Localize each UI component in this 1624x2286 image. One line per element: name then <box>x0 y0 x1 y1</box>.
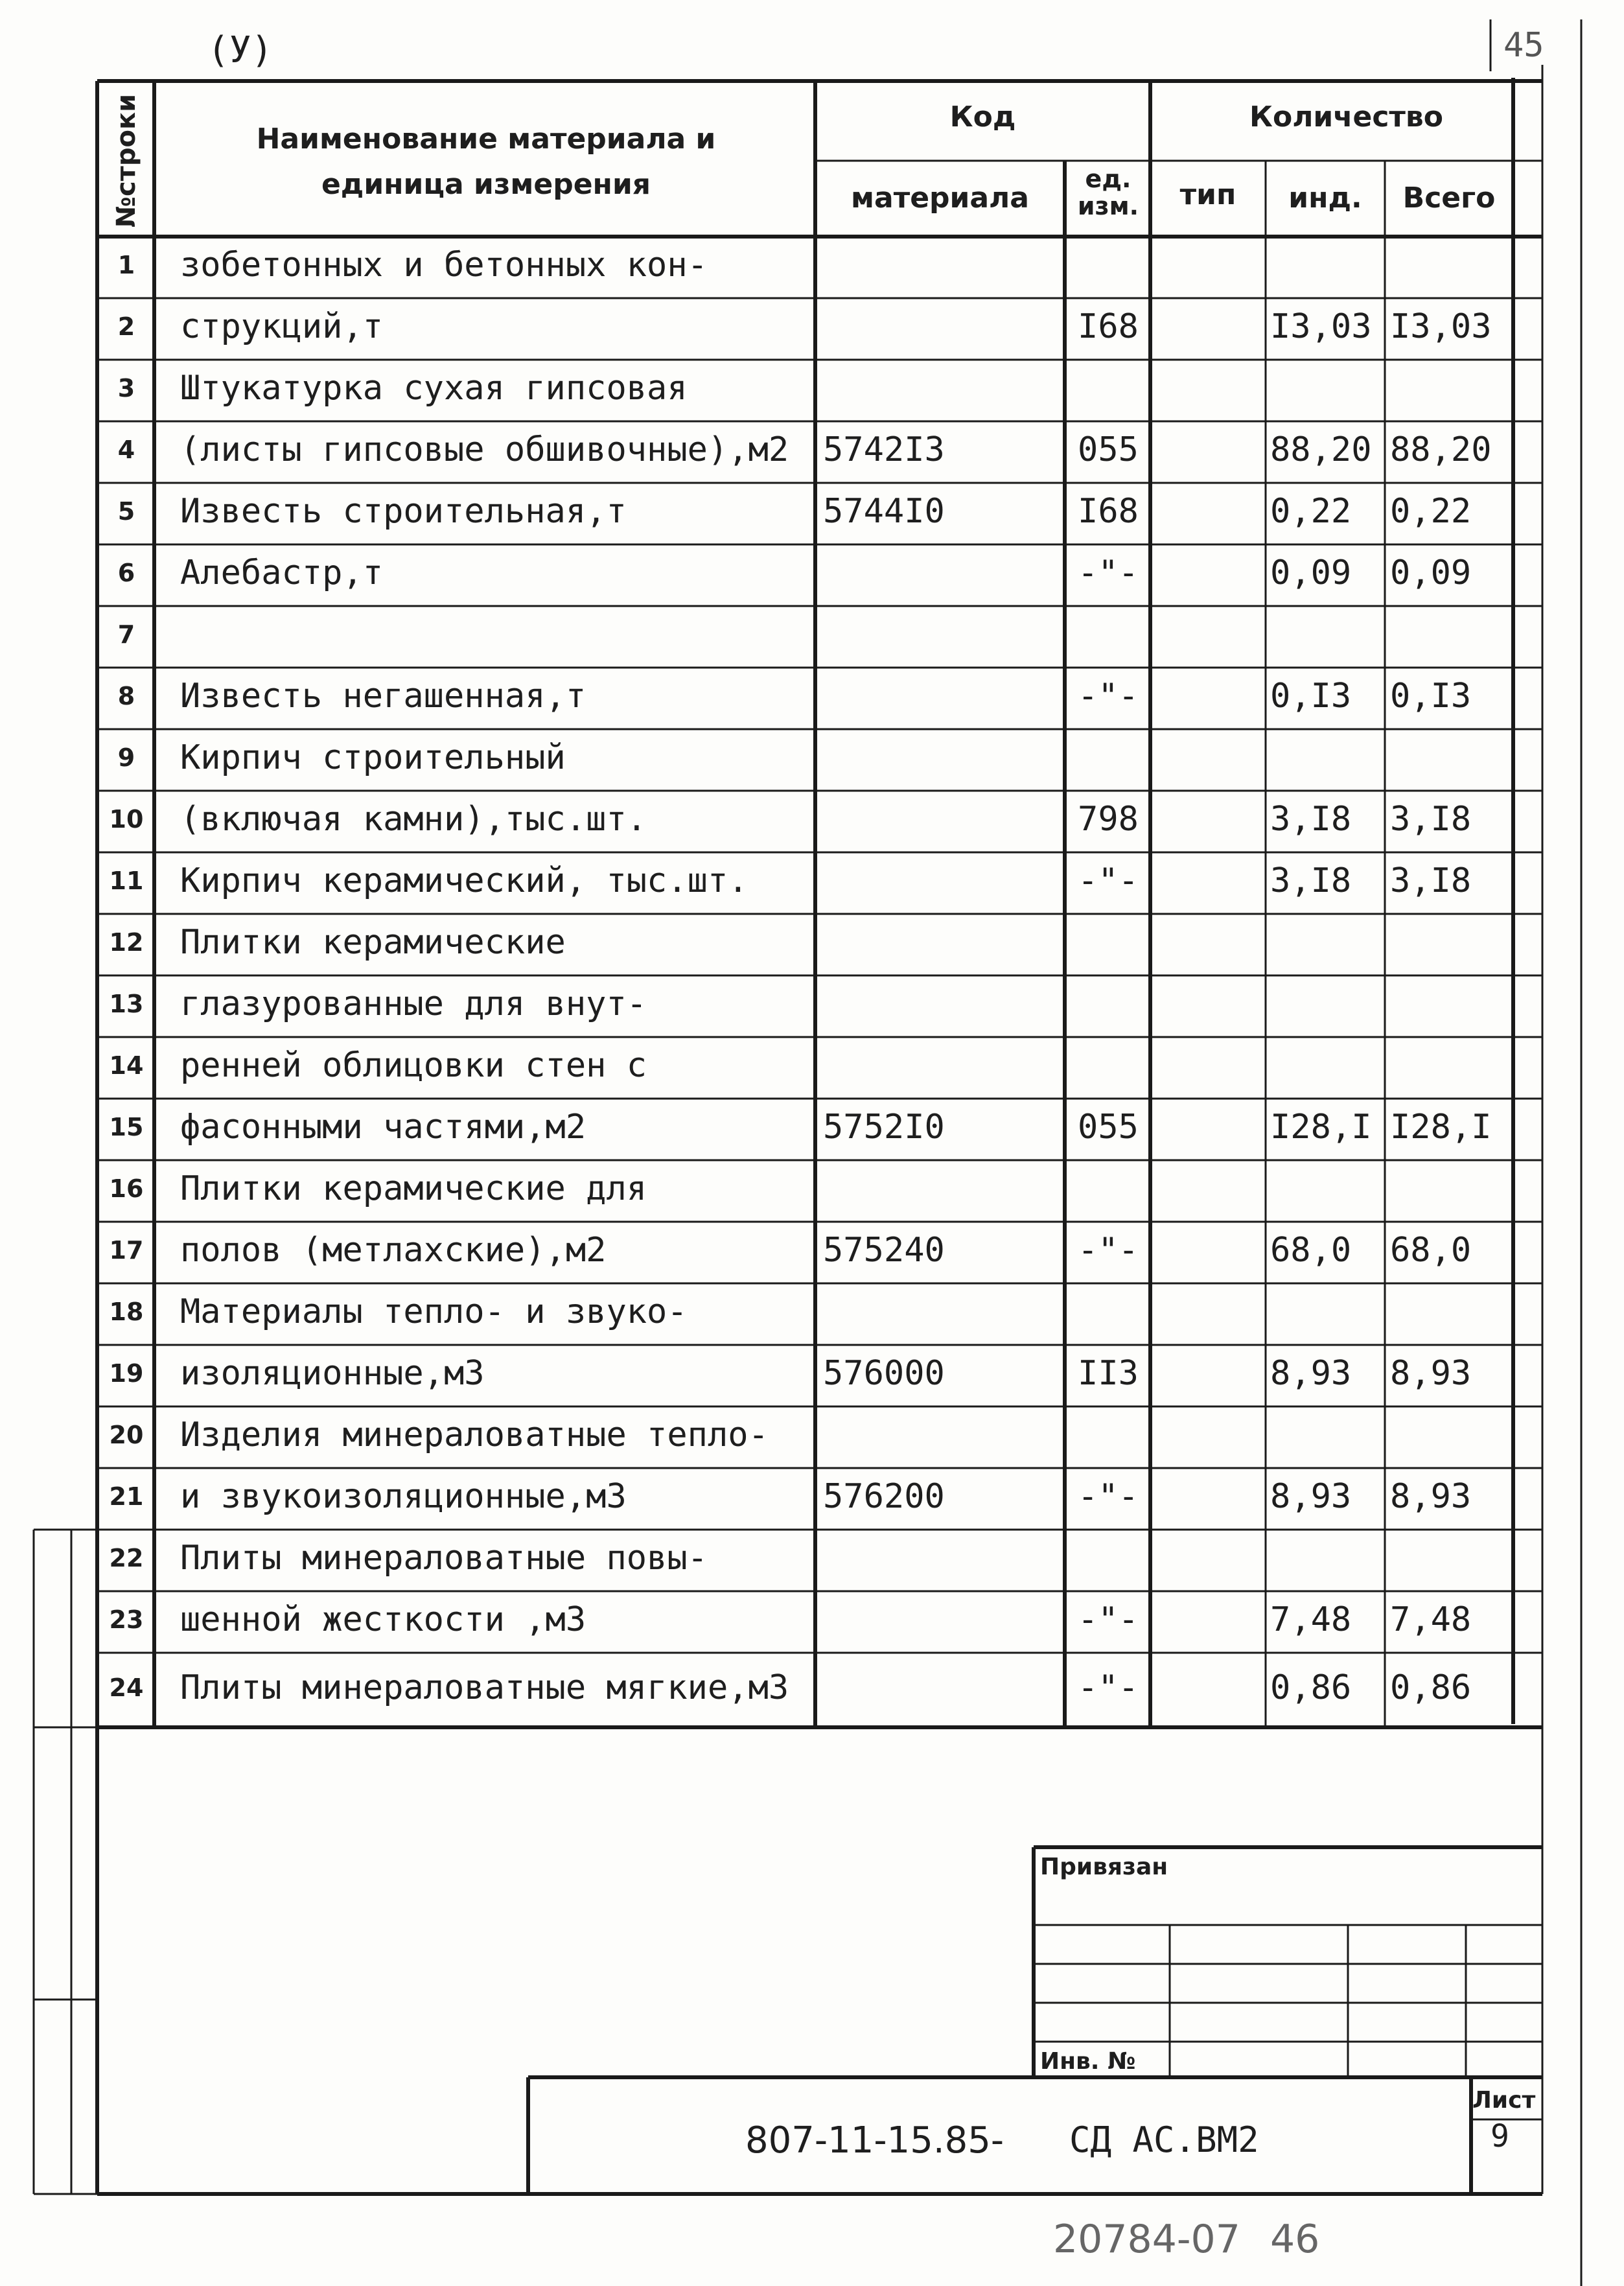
stamp-doc-code: 807-11-15.85- <box>745 2119 1004 2162</box>
table-row <box>0 852 1624 914</box>
row-total: 88,20 <box>1390 430 1492 469</box>
stamp-attached: Привязан <box>1040 1854 1168 1880</box>
row-total: 0,22 <box>1390 492 1472 531</box>
row-number: 7 <box>117 620 135 649</box>
table-row <box>0 1283 1624 1345</box>
row-unit: I68 <box>1078 307 1139 346</box>
table-row <box>0 606 1624 668</box>
row-name: Изделия минераловатные тепло- <box>180 1416 769 1454</box>
row-number: 24 <box>109 1674 144 1702</box>
row-name: Материалы тепло- и звуко- <box>180 1292 688 1331</box>
table-row <box>0 1037 1624 1099</box>
row-total: I28,I <box>1390 1108 1492 1147</box>
table-row <box>0 483 1624 544</box>
row-total: 0,86 <box>1390 1668 1472 1707</box>
row-number: 3 <box>117 374 135 402</box>
row-name: изоляционные,м3 <box>180 1354 485 1393</box>
header-total: Всего <box>1402 181 1496 215</box>
header-ind: инд. <box>1288 181 1362 215</box>
row-number: 4 <box>117 436 135 464</box>
row-number: 15 <box>109 1113 144 1141</box>
row-ind: 0,09 <box>1270 554 1352 592</box>
row-name: Алебастр,т <box>180 554 384 592</box>
row-ind: 0,I3 <box>1270 677 1352 716</box>
row-unit: -"- <box>1078 1600 1139 1639</box>
row-ind: 68,0 <box>1270 1231 1352 1270</box>
row-ind: 88,20 <box>1270 430 1372 469</box>
row-name: Кирпич строительный <box>180 738 566 777</box>
row-name: Известь негашенная,т <box>180 677 586 716</box>
table-row <box>0 914 1624 975</box>
row-material-code: 5744I0 <box>823 492 945 531</box>
row-total: 7,48 <box>1390 1600 1472 1639</box>
row-unit: 055 <box>1078 1108 1139 1147</box>
row-number: 18 <box>109 1298 144 1326</box>
table-row <box>0 791 1624 852</box>
row-unit: -"- <box>1078 1231 1139 1270</box>
row-unit: I68 <box>1078 492 1139 531</box>
row-total: 3,I8 <box>1390 800 1472 839</box>
stamp-sheet-number: 9 <box>1491 2118 1509 2154</box>
bottom-page-number: 46 <box>1270 2217 1320 2262</box>
table-row <box>0 237 1624 298</box>
row-number: 10 <box>109 805 144 834</box>
row-number: 20 <box>109 1421 144 1449</box>
row-ind: 3,I8 <box>1270 800 1352 839</box>
row-ind: 3,I8 <box>1270 861 1352 900</box>
row-total: I3,03 <box>1390 307 1492 346</box>
table-row <box>0 1160 1624 1222</box>
row-number: 13 <box>109 990 144 1018</box>
row-total: 0,I3 <box>1390 677 1472 716</box>
row-number: 12 <box>109 928 144 957</box>
row-number: 9 <box>117 743 135 772</box>
header-type: тип <box>1179 178 1236 211</box>
table-row <box>0 1653 1624 1727</box>
row-material-code: 575240 <box>823 1231 945 1270</box>
table-row <box>0 1530 1624 1591</box>
table-row <box>0 1345 1624 1406</box>
table-row <box>0 360 1624 421</box>
row-name: Плитки керамические для <box>180 1169 647 1208</box>
row-name: (включая камни),тыс.шт. <box>180 800 647 839</box>
row-unit: -"- <box>1078 554 1139 592</box>
row-number: 1 <box>117 251 135 279</box>
row-unit: II3 <box>1078 1354 1139 1393</box>
table-row <box>0 544 1624 606</box>
row-number: 2 <box>117 312 135 341</box>
row-material-code: 576000 <box>823 1354 945 1393</box>
row-total: 8,93 <box>1390 1354 1472 1393</box>
row-number: 19 <box>109 1359 144 1388</box>
row-material-code: 5752I0 <box>823 1108 945 1147</box>
row-unit: 798 <box>1078 800 1139 839</box>
row-ind: I3,03 <box>1270 307 1372 346</box>
row-ind: 8,93 <box>1270 1477 1352 1516</box>
stamp-inv: Инв. № <box>1040 2048 1136 2075</box>
row-name: Штукатурка сухая гипсовая <box>180 369 688 408</box>
bottom-handwritten-number: 20784-07 <box>1053 2217 1240 2262</box>
row-material-code: 5742I3 <box>823 430 945 469</box>
row-name: Плиты минераловатные повы- <box>180 1539 708 1578</box>
row-unit: -"- <box>1078 861 1139 900</box>
row-name: Плиты минераловатные мягкие,м3 <box>180 1668 789 1707</box>
table-row <box>0 1406 1624 1468</box>
row-number: 17 <box>109 1236 144 1265</box>
table-row <box>0 975 1624 1037</box>
row-name: шенной жесткости ,м3 <box>180 1600 586 1639</box>
table-row <box>0 1468 1624 1530</box>
header-name: Наименование материала и единица измерения <box>256 122 716 201</box>
table-row <box>0 1222 1624 1283</box>
row-name: глазурованные для внут- <box>180 985 647 1023</box>
row-number: 11 <box>109 867 144 895</box>
row-material-code: 576200 <box>823 1477 945 1516</box>
row-name: фасонными частями,м2 <box>180 1108 586 1147</box>
row-name: (листы гипсовые обшивочные),м2 <box>180 430 789 469</box>
row-unit: -"- <box>1078 1477 1139 1516</box>
row-name: Плитки керамические <box>180 923 566 962</box>
table-row <box>0 1099 1624 1160</box>
row-total: 3,I8 <box>1390 861 1472 900</box>
row-unit: -"- <box>1078 1668 1139 1707</box>
header-quantity: Количество <box>1249 100 1443 134</box>
page-number: 45 <box>1503 26 1544 65</box>
row-number: 5 <box>117 497 135 526</box>
corner-mark: (У) <box>207 29 273 71</box>
row-ind: I28,I <box>1270 1108 1372 1147</box>
row-total: 68,0 <box>1390 1231 1472 1270</box>
row-number: 21 <box>109 1482 144 1511</box>
row-name: и звукоизоляционные,м3 <box>180 1477 627 1516</box>
row-name: Известь строительная,т <box>180 492 627 531</box>
header-code: Код <box>949 100 1016 134</box>
row-number: 6 <box>117 559 135 587</box>
row-ind: 0,22 <box>1270 492 1352 531</box>
header-row-no: №строки <box>111 93 141 228</box>
row-ind: 7,48 <box>1270 1600 1352 1639</box>
table-row <box>0 421 1624 483</box>
row-name: полов (метлахские),м2 <box>180 1231 607 1270</box>
row-ind: 0,86 <box>1270 1668 1352 1707</box>
row-unit: 055 <box>1078 430 1139 469</box>
row-name: струкций,т <box>180 307 384 346</box>
row-name: Кирпич керамический, тыс.шт. <box>180 861 748 900</box>
table-row <box>0 1591 1624 1653</box>
row-unit: -"- <box>1078 677 1139 716</box>
row-number: 8 <box>117 682 135 710</box>
table-row <box>0 729 1624 791</box>
stamp-sheet-label: Лист <box>1472 2087 1536 2114</box>
row-ind: 8,93 <box>1270 1354 1352 1393</box>
stamp-doc-mark: СД АС.ВМ2 <box>1069 2119 1259 2160</box>
row-number: 22 <box>109 1544 144 1572</box>
table-row <box>0 668 1624 729</box>
header-unit: ед. изм. <box>1077 165 1139 220</box>
row-total: 0,09 <box>1390 554 1472 592</box>
row-total: 8,93 <box>1390 1477 1472 1516</box>
row-name: ренней облицовки стен с <box>180 1046 647 1085</box>
row-number: 23 <box>109 1605 144 1634</box>
row-number: 16 <box>109 1174 144 1203</box>
table-row <box>0 298 1624 360</box>
row-name: зобетонных и бетонных кон- <box>180 246 708 285</box>
row-number: 14 <box>109 1051 144 1080</box>
header-material: материала <box>851 181 1029 215</box>
